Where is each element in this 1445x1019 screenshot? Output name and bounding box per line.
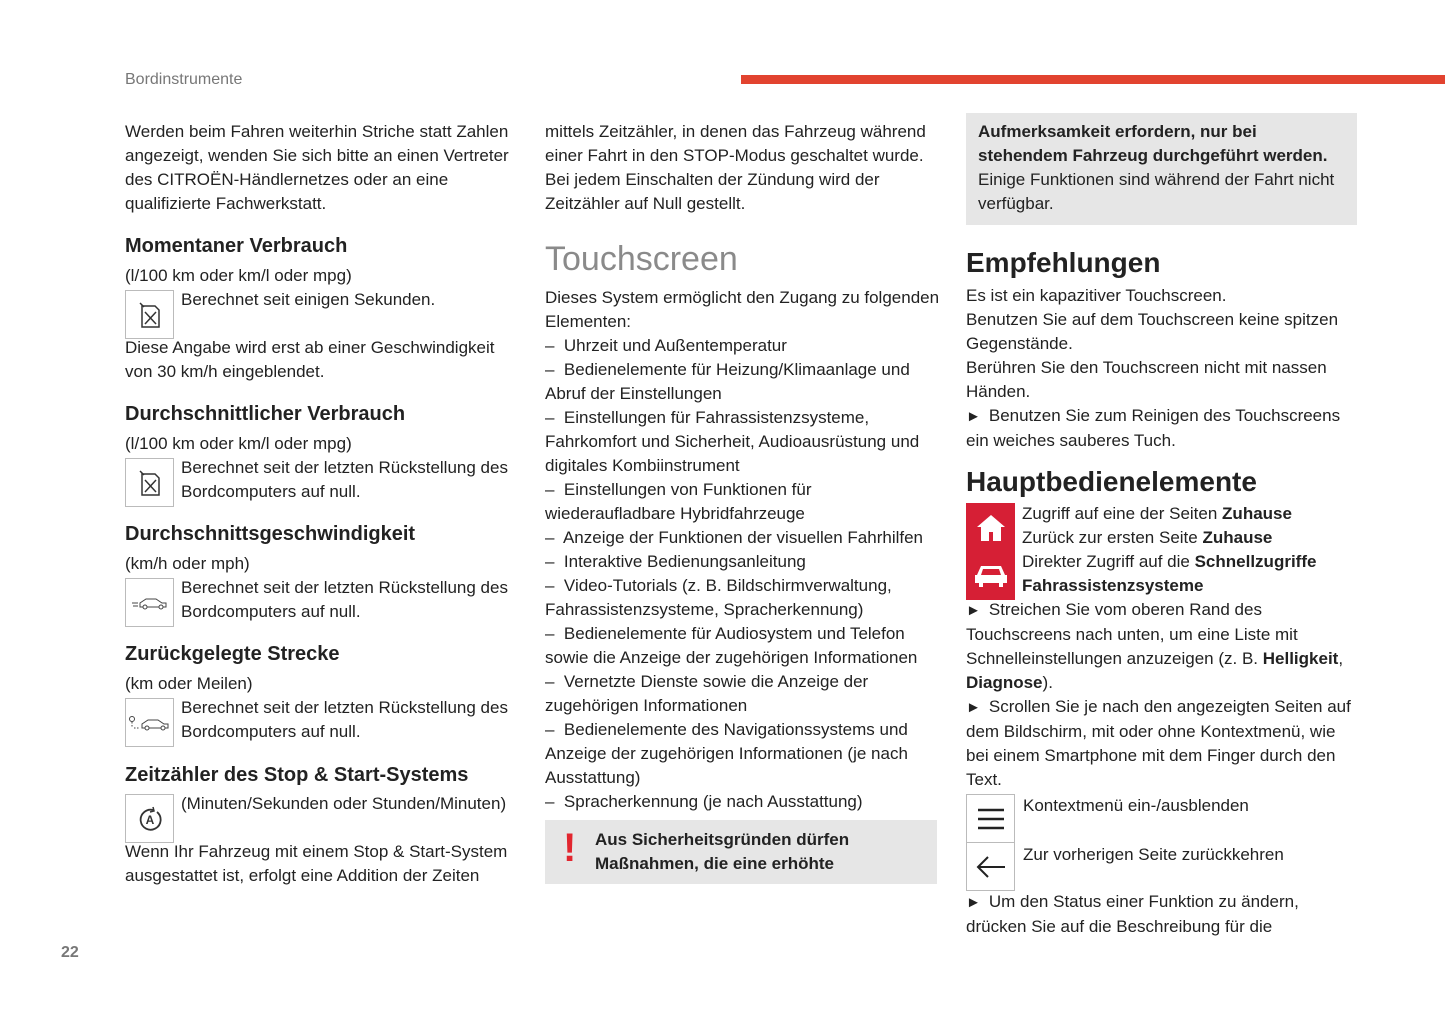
bullet-triangle-icon: ► bbox=[966, 602, 981, 619]
car-bold: Fahrassistenzsysteme bbox=[1022, 576, 1204, 595]
dash: – bbox=[545, 552, 564, 571]
heading-distance: Zurückgelegte Strecke bbox=[125, 643, 340, 665]
note-box bbox=[966, 113, 1357, 225]
dash: – bbox=[545, 528, 563, 547]
menu-icon bbox=[966, 794, 1015, 843]
dash: – bbox=[545, 408, 564, 427]
feature-list-item bbox=[545, 358, 940, 406]
heading-stop-start: Zeitzähler des Stop & Start-Systems bbox=[125, 764, 469, 786]
bullet-triangle-icon: ► bbox=[966, 699, 981, 716]
bullet-triangle-icon: ► bbox=[966, 894, 981, 911]
intro-paragraph: Werden beim Fahren weiterhin Striche statt Zahlen angezeigt, wenden Sie sich bitte an einen Vertreter des CITROËN-Händlernetzes oder an eine qualifizierte Fachwerkstatt. bbox=[125, 122, 509, 213]
note-bold: Aufmerksamkeit erfordern, nur bei stehendem Fahrzeug durchgeführt werden. bbox=[978, 122, 1328, 165]
unit-text: (km oder Meilen) bbox=[125, 674, 253, 693]
heading-average-speed: Durchschnittsgeschwindigkeit bbox=[125, 523, 416, 545]
bullet-text: Um den Status einer Funktion zu ändern, drücken Sie auf die Beschreibung für die bbox=[966, 892, 1299, 936]
warning-box bbox=[545, 820, 937, 884]
feature-list-item bbox=[545, 790, 940, 814]
continued-paragraph: mittels Zeitzähler, in denen das Fahrzeug während einer Fahrt in den STOP-Modus geschaltet wurde. Bei jedem Einschalten der Zündung wird der Zeitzähler auf Null gestellt. bbox=[545, 122, 926, 213]
dash: – bbox=[545, 360, 564, 379]
item-text: Einstellungen von Funktionen für wiederaufladbare Hybridfahrzeuge bbox=[545, 480, 812, 523]
unit-text: (km/h oder mph) bbox=[125, 554, 250, 573]
home-text: Zurück zur ersten Seite bbox=[1022, 528, 1203, 547]
page-number: 22 bbox=[61, 944, 79, 961]
feature-list-item bbox=[545, 550, 940, 574]
dash: – bbox=[545, 720, 564, 739]
dash: – bbox=[545, 624, 564, 643]
home-text: Zugriff auf eine der Seiten bbox=[1022, 504, 1223, 523]
menu-text: Kontextmenü ein-/ausblenden bbox=[1023, 796, 1249, 815]
fuel-can-icon bbox=[125, 290, 174, 339]
bullet-text: , bbox=[1338, 649, 1344, 668]
car-text: Direkter Zugriff auf die bbox=[1022, 552, 1195, 571]
feature-list-item bbox=[545, 526, 940, 550]
item-text: Spracherkennung (je nach Ausstattung) bbox=[563, 792, 863, 811]
unit-text: (l/100 km oder km/l oder mpg) bbox=[125, 266, 352, 285]
home-bold: Zuhause bbox=[1202, 528, 1273, 547]
bullet-bold: Diagnose bbox=[966, 673, 1043, 692]
touchscreen-title: Touchscreen bbox=[545, 240, 738, 278]
back-text: Zur vorherigen Seite zurückkehren bbox=[1023, 845, 1284, 864]
heading-average-consumption: Durchschnittlicher Verbrauch bbox=[125, 403, 406, 425]
item-text: Einstellungen für Fahrassistenzsysteme, Fahrkomfort und Sicherheit, Audioausrüstung und digitales Kombiinstrument bbox=[545, 408, 920, 475]
section-header: Bordinstrumente bbox=[125, 71, 243, 88]
feature-list-item bbox=[545, 574, 940, 622]
feature-list-item bbox=[545, 334, 940, 358]
warning-icon: ! bbox=[563, 826, 577, 870]
recommendations-title: Empfehlungen bbox=[966, 247, 1161, 278]
desc-text: Berechnet seit einigen Sekunden. bbox=[181, 290, 436, 309]
home-bold: Zuhause bbox=[1222, 504, 1292, 523]
item-text: Uhrzeit und Außentemperatur bbox=[563, 336, 787, 355]
feature-list-item bbox=[545, 622, 940, 670]
dash: – bbox=[545, 672, 564, 691]
feature-list bbox=[545, 334, 940, 814]
stop-start-icon bbox=[125, 794, 174, 843]
car-bold: Schnellzugriffe bbox=[1194, 552, 1317, 571]
desc-text: Berechnet seit der letzten Rückstellung des Bordcomputers auf null. bbox=[181, 458, 508, 501]
item-text: Bedienelemente für Heizung/Klimaanlage und Abruf der Einstellungen bbox=[545, 360, 910, 403]
unit-text: (Minuten/Sekunden oder Stunden/Minuten) bbox=[181, 794, 507, 813]
lead-text: Dieses System ermöglicht den Zugang zu folgenden Elementen: bbox=[545, 288, 940, 331]
rec-bullet: Benutzen Sie zum Reinigen des Touchscreens ein weiches sauberes Tuch. bbox=[966, 406, 1341, 450]
warning-text: Aus Sicherheitsgründen dürfen Maßnahmen, die eine erhöhte bbox=[595, 830, 850, 873]
note-text: Einige Funktionen sind während der Fahrt nicht verfügbar. bbox=[978, 170, 1335, 213]
heading-momentary: Momentaner Verbrauch bbox=[125, 235, 348, 257]
dash: – bbox=[545, 792, 564, 811]
dash: – bbox=[545, 336, 564, 355]
desc-text: Berechnet seit der letzten Rückstellung des Bordcomputers auf null. bbox=[181, 698, 508, 741]
item-text: Interaktive Bedienungsanleitung bbox=[563, 552, 806, 571]
feature-list-item bbox=[545, 406, 940, 478]
feature-list-item bbox=[545, 478, 940, 526]
dash: – bbox=[545, 576, 564, 595]
bullet-text: Scrollen Sie je nach den angezeigten Seiten auf dem Bildschirm, mit oder ohne Kontextmenü, wie bei einem Smartphone mit dem Finger durch den Text. bbox=[966, 697, 1351, 789]
bullet-triangle-icon: ► bbox=[966, 408, 981, 425]
item-text: Video-Tutorials (z. B. Bildschirmverwaltung, Fahrassistenzsysteme, Spracherkennung) bbox=[545, 576, 892, 619]
back-arrow-icon bbox=[966, 843, 1015, 891]
dash: – bbox=[545, 480, 564, 499]
unit-text: (l/100 km oder km/l oder mpg) bbox=[125, 434, 352, 453]
rec-line: Es ist ein kapazitiver Touchscreen. bbox=[966, 286, 1227, 305]
main-controls-title: Hauptbedienelemente bbox=[966, 466, 1257, 497]
rec-line: Berühren Sie den Touchscreen nicht mit nassen Händen. bbox=[966, 358, 1327, 401]
rec-line: Benutzen Sie auf dem Touchscreen keine spitzen Gegenstände. bbox=[966, 310, 1339, 353]
home-icon bbox=[966, 503, 1015, 552]
item-text: Vernetzte Dienste sowie die Anzeige der zugehörigen Informationen bbox=[545, 672, 869, 715]
item-text: Bedienelemente des Navigationssystems und Anzeige der zugehörigen Informationen (je nach Ausstattung) bbox=[545, 720, 908, 787]
car-icon bbox=[966, 551, 1015, 600]
car-speed-icon bbox=[125, 578, 174, 627]
fuel-can-icon bbox=[125, 458, 174, 507]
car-distance-icon bbox=[125, 698, 174, 747]
bullet-text: Streichen Sie vom oberen Rand des Touchscreens nach unten, um eine Liste mit Schnelleinstellungen anzuzeigen (z. B. bbox=[966, 600, 1298, 668]
feature-list-item bbox=[545, 718, 940, 790]
item-text: Anzeige der Funktionen der visuellen Fahrhilfen bbox=[562, 528, 924, 547]
note-text: Diese Angabe wird erst ab einer Geschwindigkeit von 30 km/h eingeblendet. bbox=[125, 338, 495, 381]
bullet-text: ). bbox=[1042, 673, 1053, 692]
accent-bar bbox=[741, 75, 1445, 84]
item-text: Bedienelemente für Audiosystem und Telefon sowie die Anzeige der zugehörigen Informationen bbox=[545, 624, 918, 667]
desc-text: Berechnet seit der letzten Rückstellung des Bordcomputers auf null. bbox=[181, 578, 508, 621]
note-text: Wenn Ihr Fahrzeug mit einem Stop & Start-System ausgestattet ist, erfolgt eine Addition der Zeiten bbox=[125, 842, 508, 885]
svg-text:A: A bbox=[145, 812, 154, 827]
bullet-bold: Helligkeit bbox=[1262, 649, 1339, 668]
feature-list-item bbox=[545, 670, 940, 718]
